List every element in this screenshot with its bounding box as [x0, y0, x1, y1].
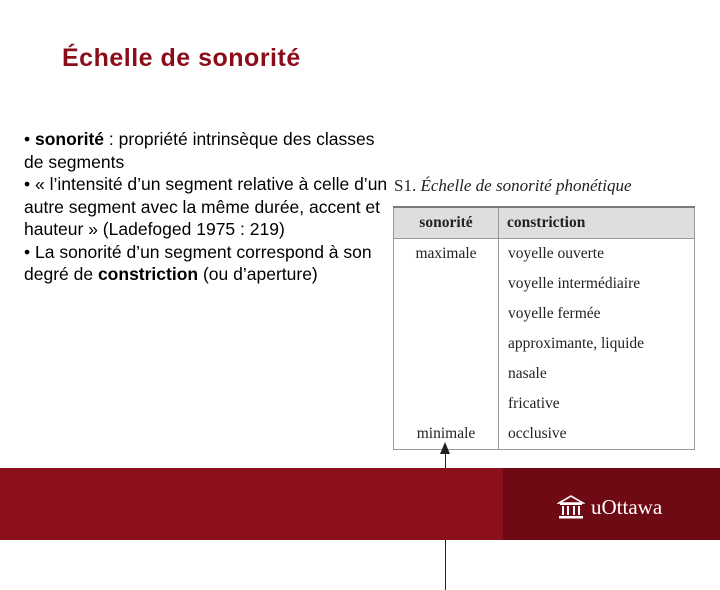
header-sonorite: sonorité [394, 207, 499, 239]
table-header-row [394, 207, 695, 239]
term-sonorite: sonorité [35, 129, 105, 149]
bullet-text: : propriété intrinsèque des classes de segments [24, 129, 375, 172]
label-minimale: minimale [394, 419, 499, 450]
constriction-cell: approximante, liquide [508, 335, 645, 352]
constriction-cell: voyelle ouverte [508, 245, 604, 262]
table-row [394, 419, 695, 450]
table-row [394, 329, 695, 359]
bullet-text: La sonorité d’un segment correspond à son degré de [24, 241, 372, 284]
sonority-table [393, 206, 695, 450]
sonority-scale-figure [393, 176, 695, 450]
figure-caption [394, 176, 695, 196]
bullet-item-2: • « l’intensité d’un segment relative à celle d’un autre segment avec la même durée, accent et hauteur » (Ladefoged 1975 : 219) [24, 174, 388, 239]
constriction-cell: voyelle fermée [508, 305, 601, 322]
bullet-item-1: • sonorité : propriété intrinsèque des classes de segments [24, 129, 375, 172]
figure-number: S1. [394, 176, 417, 195]
figure-title: Échelle de sonorité phonétique [420, 176, 632, 195]
table-row [394, 299, 695, 329]
bullet-text: (ou d’aperture) [198, 264, 318, 284]
constriction-cell: fricative [508, 395, 560, 412]
page-title: Échelle de sonorité [62, 44, 301, 72]
table-row [394, 389, 695, 419]
uottawa-logo [557, 494, 662, 520]
bullet-text: « l’intensité d’un segment relative à celle d’un autre segment avec la même durée, accent et hauteur » (Ladefoged 1975 : 219) [24, 174, 388, 239]
bullet-list [24, 128, 394, 286]
table-row [394, 269, 695, 299]
bullet-item-3: • La sonorité d’un segment correspond à son degré de constriction (ou d’aperture) [24, 241, 372, 284]
table-row [394, 239, 695, 270]
header-constriction: constriction [499, 207, 695, 239]
table-row [394, 359, 695, 389]
label-maximale: maximale [394, 239, 499, 270]
constriction-cell: occlusive [508, 425, 567, 442]
university-building-icon [557, 494, 585, 520]
term-constriction: constriction [97, 264, 199, 284]
logo-text: uOttawa [591, 494, 663, 519]
constriction-cell: voyelle intermédiaire [508, 275, 641, 292]
constriction-cell: nasale [508, 365, 547, 382]
